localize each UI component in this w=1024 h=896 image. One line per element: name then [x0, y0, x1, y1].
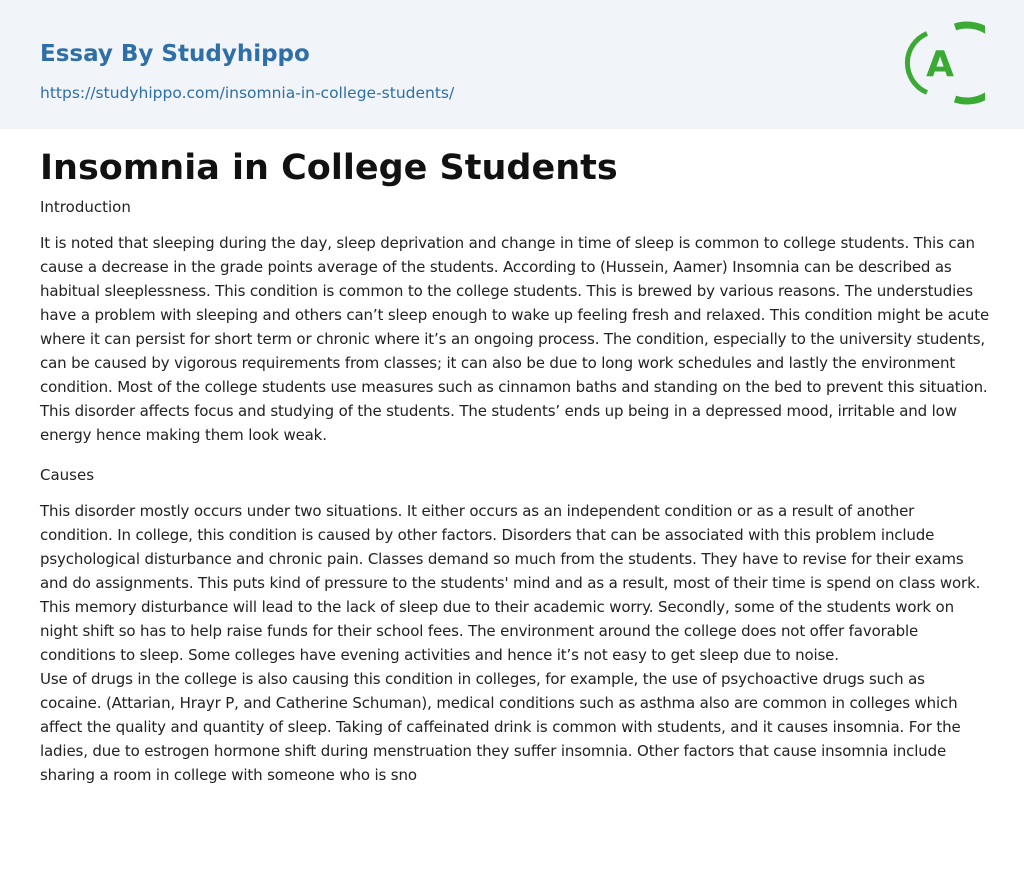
brand-title[interactable]: Essay By Studyhippo	[40, 41, 310, 67]
section-heading-causes: Causes	[40, 466, 95, 484]
page-title: Insomnia in College Students	[40, 148, 618, 188]
logo-ring-right	[955, 25, 985, 101]
source-url-link[interactable]: https://studyhippo.com/insomnia-in-college-students/	[40, 84, 455, 102]
paragraph-causes-2: Use of drugs in the college is also causing this condition in colleges, for example, the use of psychoactive drugs such as cocaine. (Attarian, Hrayr P, and Catherine Schuman), medical conditions such as asthma also are common in colleges which affect the quality and quantity of sleep. Taking of caffeinated drink is common with students, and it causes insomnia. For the ladies, due to estrogen hormone shift during menstruation they suffer insomnia. Other factors that cause insomnia include sharing a room in college with someone who is sno	[40, 670, 961, 784]
paragraph-introduction: It is noted that sleeping during the day, sleep deprivation and change in time of sleep is common to college students. This can cause a decrease in the grade points average of the students. According to (Hussein, Aamer) Insomnia can be described as habitual sleeplessness. This condition is common to the college students. This is brewed by various reasons. The understudies have a problem with sleeping and others can’t sleep enough to wake up feeling fresh and relaxed. This condition might be acute where it can persist for short term or chronic where it’s an ongoing process. The condition, especially to the university students, can be caused by vigorous requirements from classes; it can also be due to long work schedules and lastly the environment condition. Most of the college students use measures such as cinnamon baths and standing on the bed to prevent this situation. This disorder affects focus and studying of the students. The students’ ends up being in a depressed mood, irritable and low energy hence making them look weak.	[40, 234, 990, 444]
article-body	[40, 145, 990, 787]
paragraph-causes-1: This disorder mostly occurs under two situations. It either occurs as an independent condition or as a result of another condition. In college, this condition is caused by other factors. Disorders that can be associated with this problem include psychological disturbance and chronic pain. Classes demand so much from the students. They have to revise for their exams and do assignments. This puts kind of pressure to the students' mind and as a result, most of their time is spend on class work. This memory disturbance will lead to the lack of sleep due to their academic worry. Secondly, some of the students work on night shift so has to help raise funds for their school fees. The environment around the college does not offer favorable conditions to sleep. Some colleges have evening activities and hence it’s not easy to get sleep due to noise.	[40, 502, 981, 664]
circle-a-logo-icon[interactable]	[895, 18, 985, 108]
site-header	[0, 0, 1024, 129]
logo-letter: A	[926, 44, 954, 85]
logo-ring-left	[907, 34, 927, 93]
section-heading-introduction: Introduction	[40, 198, 131, 216]
